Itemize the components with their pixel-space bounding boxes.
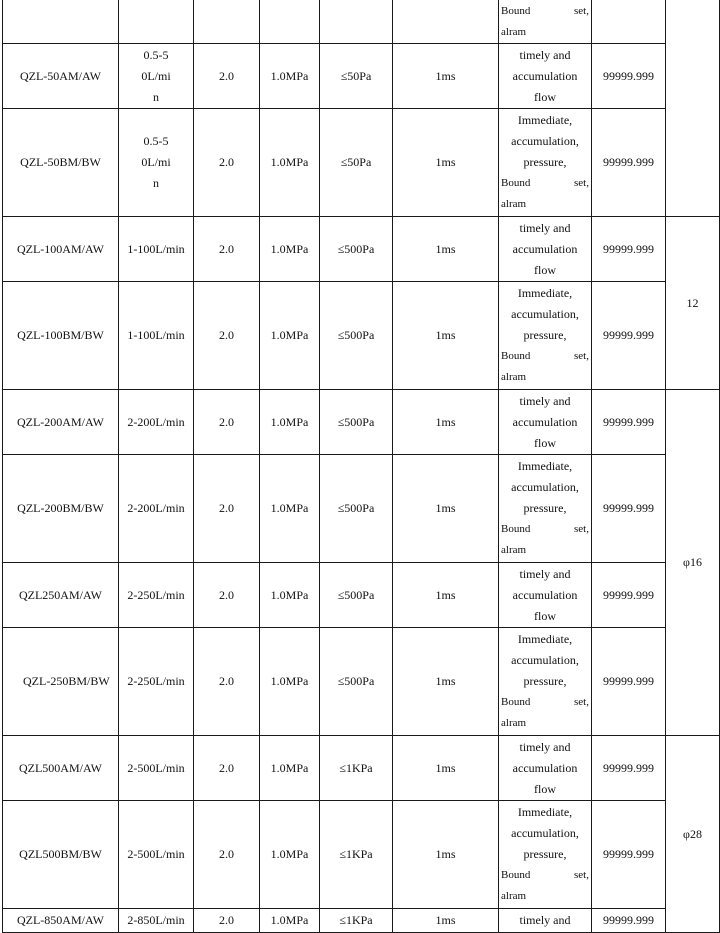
range-cell: 2-200L/min — [119, 390, 194, 455]
table-row — [3, 801, 720, 909]
table-row — [3, 563, 720, 628]
pressure-cell: 1.0MPa — [260, 109, 320, 217]
table-row — [3, 455, 720, 563]
range-cell: 2-850L/min — [119, 909, 194, 933]
range-cell: 2-200L/min — [119, 455, 194, 563]
table-row — [3, 44, 720, 109]
total-cell: 99999.999 — [592, 282, 666, 390]
total-cell: 99999.999 — [592, 109, 666, 217]
model-cell: QZL-50BM/BW — [3, 109, 119, 217]
accuracy-cell: 2.0 — [194, 801, 260, 909]
model-cell: QZL500AM/AW — [3, 736, 119, 801]
pressure-cell: 1.0MPa — [260, 736, 320, 801]
pressure-cell: 1.0MPa — [260, 628, 320, 736]
model-cell: QZL250AM/AW — [3, 563, 119, 628]
response-time-cell: 1ms — [393, 390, 499, 455]
pressure-cell: 1.0MPa — [260, 217, 320, 282]
port-cell: φ28 — [666, 736, 720, 933]
total-cell: 99999.999 — [592, 44, 666, 109]
total-cell: 99999.999 — [592, 390, 666, 455]
pressure-loss-cell: ≤500Pa — [320, 563, 393, 628]
function-cell: Immediate, accumulation, pressure, Bound set, alram — [499, 109, 592, 217]
response-time-cell: 1ms — [393, 282, 499, 390]
response-time-cell: 1ms — [393, 563, 499, 628]
total-cell: 99999.999 — [592, 217, 666, 282]
response-time-cell: 1ms — [393, 217, 499, 282]
range-cell: 1-100L/min — [119, 282, 194, 390]
pressure-loss-cell: ≤500Pa — [320, 390, 393, 455]
accuracy-cell: 2.0 — [194, 109, 260, 217]
model-cell: QZL500BM/BW — [3, 801, 119, 909]
response-time-cell: 1ms — [393, 801, 499, 909]
total-cell: 99999.999 — [592, 628, 666, 736]
pressure-loss-cell: ≤1KPa — [320, 736, 393, 801]
total-cell: 99999.999 — [592, 736, 666, 801]
model-cell: QZL-100BM/BW — [3, 282, 119, 390]
accuracy-cell: 2.0 — [194, 628, 260, 736]
pressure-loss-cell: ≤500Pa — [320, 217, 393, 282]
response-time-cell: 1ms — [393, 44, 499, 109]
model-cell: QZL-100AM/AW — [3, 217, 119, 282]
table-row — [3, 109, 720, 217]
table-row — [3, 909, 720, 933]
model-cell: QZL-50AM/AW — [3, 44, 119, 109]
pressure-cell: 1.0MPa — [260, 909, 320, 933]
pressure-cell: 1.0MPa — [260, 455, 320, 563]
function-cell: timely and accumulation flow — [499, 736, 592, 801]
response-time-cell: 1ms — [393, 909, 499, 933]
table-row — [3, 217, 720, 282]
range-cell: 2-500L/min — [119, 736, 194, 801]
table-row-partial — [3, 0, 720, 44]
response-time-cell: 1ms — [393, 109, 499, 217]
pressure-loss-cell: ≤1KPa — [320, 909, 393, 933]
pressure-cell: 1.0MPa — [260, 390, 320, 455]
total-cell: 99999.999 — [592, 909, 666, 933]
function-cell: Bound set, alram — [499, 0, 592, 44]
table-row — [3, 736, 720, 801]
response-time-cell: 1ms — [393, 736, 499, 801]
range-cell: 2-250L/min — [119, 563, 194, 628]
function-cell: Immediate, accumulation, pressure, Bound set, alram — [499, 628, 592, 736]
function-cell: Immediate, accumulation, pressure, Bound set, alram — [499, 282, 592, 390]
accuracy-cell: 2.0 — [194, 736, 260, 801]
model-cell: QZL-200AM/AW — [3, 390, 119, 455]
function-cell: timely and — [499, 909, 592, 933]
range-cell: 1-100L/min — [119, 217, 194, 282]
accuracy-cell: 2.0 — [194, 909, 260, 933]
total-cell: 99999.999 — [592, 455, 666, 563]
pressure-loss-cell: ≤50Pa — [320, 44, 393, 109]
pressure-cell: 1.0MPa — [260, 563, 320, 628]
port-cell: φ16 — [666, 390, 720, 736]
port-cell-empty — [666, 0, 720, 217]
range-cell: 2-500L/min — [119, 801, 194, 909]
response-time-cell: 1ms — [393, 628, 499, 736]
accuracy-cell: 2.0 — [194, 217, 260, 282]
response-time-cell: 1ms — [393, 455, 499, 563]
model-cell: QZL-850AM/AW — [3, 909, 119, 933]
function-cell: timely and accumulation flow — [499, 217, 592, 282]
range-cell: 0.5-50L/min — [119, 44, 194, 109]
pressure-loss-cell: ≤500Pa — [320, 455, 393, 563]
total-cell: 99999.999 — [592, 801, 666, 909]
total-cell: 99999.999 — [592, 563, 666, 628]
pressure-loss-cell: ≤50Pa — [320, 109, 393, 217]
function-cell: Immediate, accumulation, pressure, Bound set, alram — [499, 455, 592, 563]
pressure-loss-cell: ≤500Pa — [320, 628, 393, 736]
table-row — [3, 390, 720, 455]
model-cell: QZL-200BM/BW — [3, 455, 119, 563]
pressure-cell: 1.0MPa — [260, 282, 320, 390]
spec-table — [2, 0, 720, 933]
pressure-loss-cell: ≤500Pa — [320, 282, 393, 390]
pressure-cell: 1.0MPa — [260, 44, 320, 109]
range-cell: 0.5-50L/min — [119, 109, 194, 217]
function-cell: timely and accumulation flow — [499, 44, 592, 109]
accuracy-cell: 2.0 — [194, 282, 260, 390]
port-cell: 12 — [666, 217, 720, 390]
accuracy-cell: 2.0 — [194, 563, 260, 628]
pressure-loss-cell: ≤1KPa — [320, 801, 393, 909]
model-cell: QZL-250BM/BW — [3, 628, 119, 736]
table-row — [3, 628, 720, 736]
accuracy-cell: 2.0 — [194, 44, 260, 109]
function-cell: timely and accumulation flow — [499, 390, 592, 455]
range-cell: 2-250L/min — [119, 628, 194, 736]
function-cell: Immediate, accumulation, pressure, Bound set, alram — [499, 801, 592, 909]
accuracy-cell: 2.0 — [194, 390, 260, 455]
accuracy-cell: 2.0 — [194, 455, 260, 563]
pressure-cell: 1.0MPa — [260, 801, 320, 909]
function-cell: timely and accumulation flow — [499, 563, 592, 628]
table-row — [3, 282, 720, 390]
